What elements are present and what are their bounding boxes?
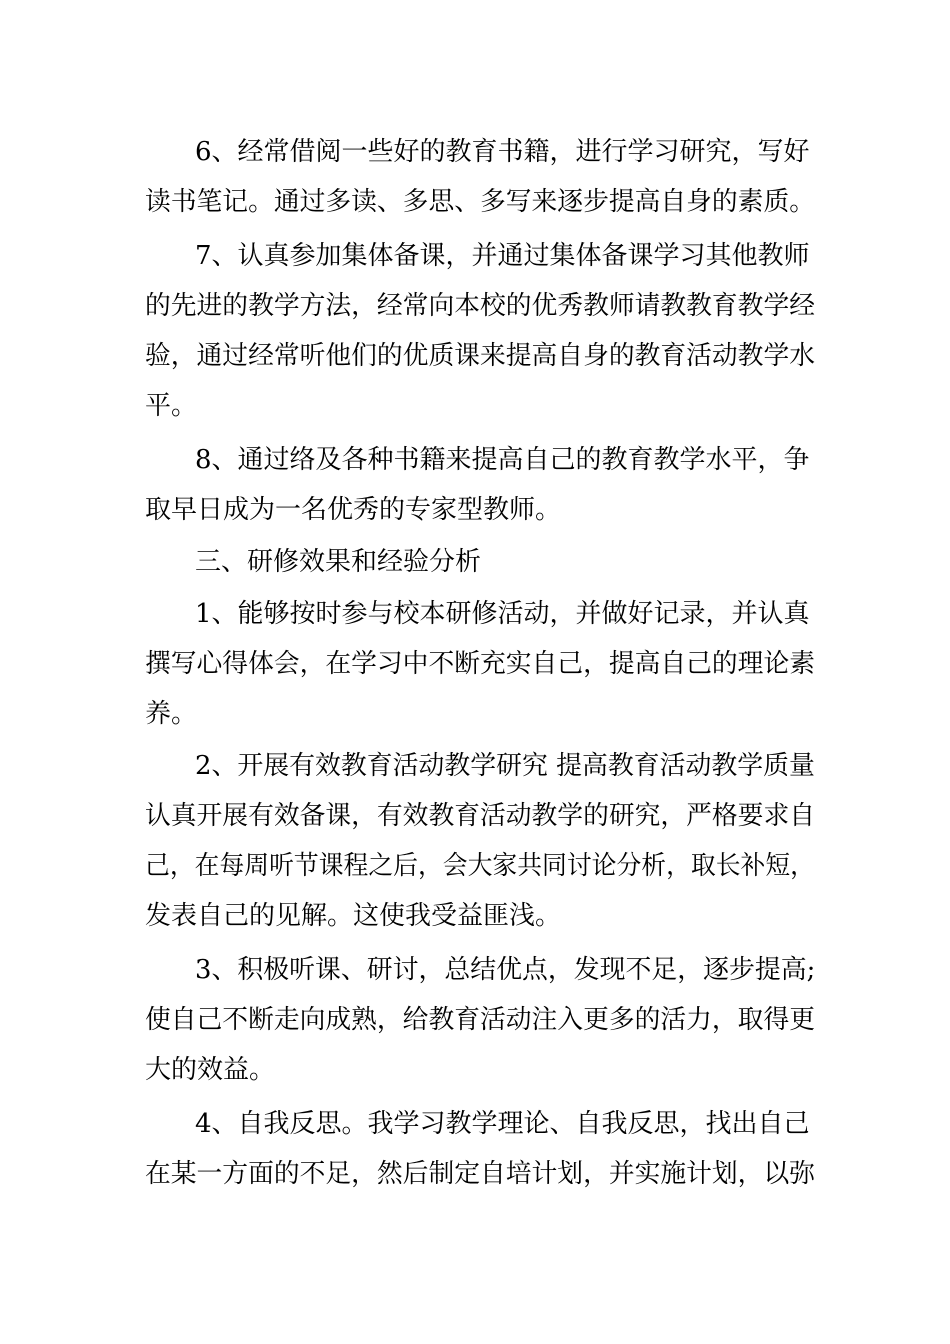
paragraph-6-line-2: 读书笔记。通过多读、多思、多写来逐步提高自身的素质。 [145, 187, 815, 217]
paragraph-7-line-2: 的先进的教学方法，经常向本校的优秀教师请教教育教学经 [145, 291, 815, 321]
paragraph-7-line-4: 平。 [145, 391, 198, 421]
paragraph-7-line-3: 验，通过经常听他们的优质课来提高自身的教育活动教学水 [145, 341, 815, 371]
paragraph-6-line-1: 6、经常借阅一些好的教育书籍，进行学习研究，写好 [195, 137, 810, 167]
result-1-line-2: 撰写心得体会，在学习中不断充实自己，提高自己的理论素 [145, 649, 815, 679]
result-1-line-3: 养。 [145, 699, 198, 729]
result-4-line-2: 在某一方面的不足，然后制定自培计划，并实施计划，以弥 [145, 1159, 815, 1189]
section-heading-3: 三、研修效果和经验分析 [195, 547, 482, 577]
result-4-line-1: 4、自我反思。我学习教学理论、自我反思，找出自己 [195, 1109, 810, 1139]
result-1-line-1: 1、能够按时参与校本研修活动，并做好记录，并认真 [195, 599, 810, 629]
paragraph-8-line-1: 8、通过络及各种书籍来提高自己的教育教学水平，争 [195, 445, 810, 475]
result-2-line-3: 己，在每周听节课程之后，会大家共同讨论分析，取长补短， [145, 851, 816, 881]
result-2-line-4: 发表自己的见解。这使我受益匪浅。 [145, 901, 562, 931]
result-3-line-2: 使自己不断走向成熟，给教育活动注入更多的活力，取得更 [145, 1005, 815, 1035]
paragraph-8-line-2: 取早日成为一名优秀的专家型教师。 [145, 495, 562, 525]
paragraph-7-line-1: 7、认真参加集体备课，并通过集体备课学习其他教师 [195, 241, 810, 271]
result-2-line-1: 2、开展有效教育活动教学研究 提高教育活动教学质量 [195, 751, 815, 781]
result-2-line-2: 认真开展有效备课，有效教育活动教学的研究，严格要求自 [145, 801, 815, 831]
result-3-line-1: 3、积极听课、研讨，总结优点，发现不足，逐步提高; [195, 955, 816, 985]
result-3-line-3: 大的效益。 [145, 1055, 276, 1085]
